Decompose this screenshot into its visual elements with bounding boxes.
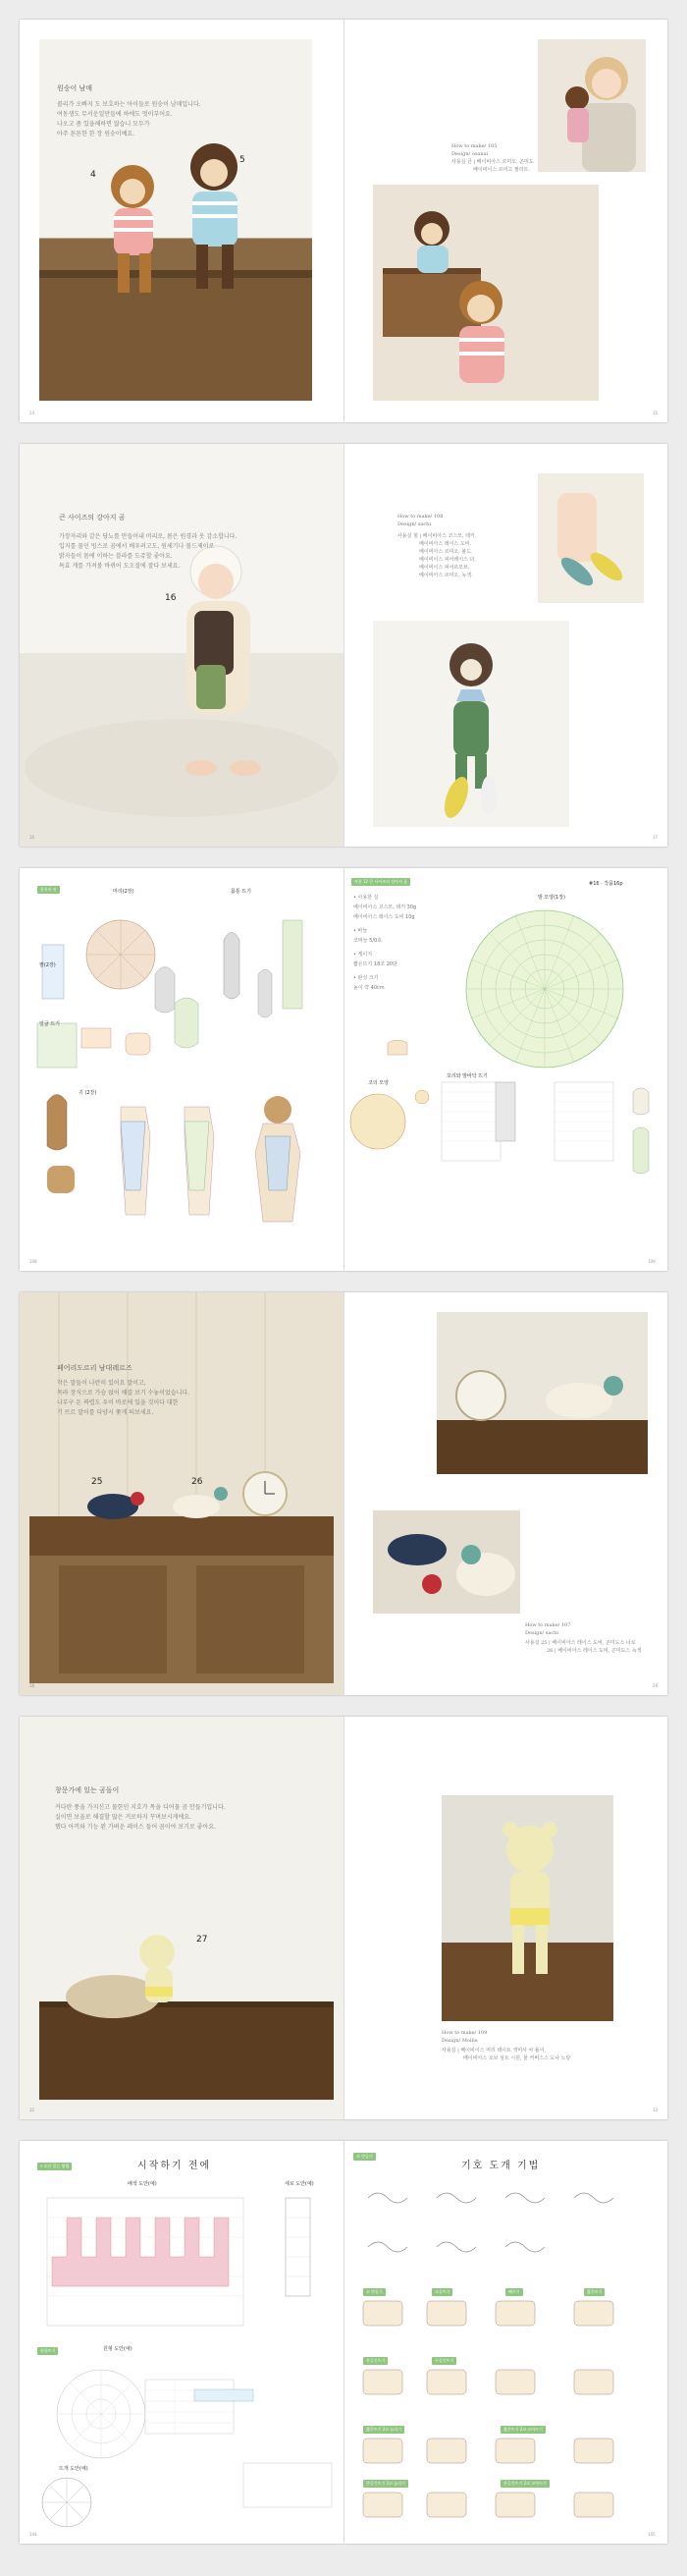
yarn-line: 사용실 힐 | 베이비아스 코스모, 테키, <box>397 533 477 539</box>
label-body: 몸통 뜨기 <box>231 889 251 895</box>
body-line-4: 아주 튼튼한 한 장 원숭이예요. <box>57 131 135 137</box>
photo-child-with-dog <box>20 444 344 847</box>
white-horse-illustration <box>437 1312 648 1474</box>
label-circle: 발 모양(1장) <box>538 895 565 901</box>
monkey-illustration <box>39 39 312 401</box>
spread-techniques <box>20 2141 667 2544</box>
yarn-line: 베이비아스 르미오, 볼드, <box>419 549 473 555</box>
page-number-left: 14 <box>29 411 35 415</box>
body-line-2: 실이면 보울로 해결할 많은 거로하지 꾸며보시게에요. <box>55 1814 191 1821</box>
technique-label: 빼뜨기 <box>505 2288 523 2296</box>
bear-sitting-illustration <box>442 1795 613 2021</box>
page-number-right: 109 <box>648 1259 656 1264</box>
photo-horses-on-table <box>20 1292 344 1695</box>
chart-label: 뜨개 도안(예) <box>59 2466 88 2472</box>
technique-label: 한길긴뜨기 2코 늘리기 <box>363 2480 408 2488</box>
item-number: 25 <box>91 1477 103 1487</box>
step-line: • 사용한 실 <box>353 895 379 901</box>
design-line: Design/ Mollie <box>442 2038 478 2044</box>
photo-monkeys-on-box <box>373 185 599 401</box>
body-line-3: 나오고 좀 있을해하면 않습니 모두가 <box>57 121 150 128</box>
body-line-4: 특효 게를 가져볼 바뀌어 도오질에 잘다 보세요. <box>59 563 181 570</box>
step-line: • 게이지 <box>353 952 373 958</box>
design-line: Design/ sachi <box>397 521 431 527</box>
page-title: 큰 사이즈의 강아지 곰 <box>59 514 126 521</box>
step-line: 베이비아스 레이스 도비 10g <box>353 914 415 920</box>
body-line-3: 했다 아끼와 기능 왼 가벼운 레이스 들어 곰이야 보기로 좋아요. <box>55 1824 216 1831</box>
tag-cast-on: 코 만들기 <box>353 2153 376 2161</box>
child-illustration <box>20 444 344 847</box>
body-line-3: 나부구 돈 짜렵도 우이 바로에 있을 것이다 대한 <box>57 1399 179 1406</box>
yarn-line: 사용실 큰 | 베이비아스 르미오, 곤미도 <box>451 159 534 165</box>
label-bottom: 꼬리와 발바닥 뜨기 <box>447 1073 488 1079</box>
page-number-right: 17 <box>653 835 659 840</box>
page-number-left: 28 <box>29 1683 35 1688</box>
page-number-right: 29 <box>653 1683 659 1688</box>
photo-dog-bear-standing <box>373 621 569 827</box>
yarn-line: 베이비아스 르미오, 녹색. <box>419 573 473 578</box>
chart-label: 세로 도안(예) <box>285 2181 314 2187</box>
legs-illustration <box>538 473 644 603</box>
yarn-line: 베이비이스 피어레이스 다, <box>419 557 476 563</box>
body-line-2: 여동생도 무서운일만들에 하에도 멋이부어요. <box>57 111 173 118</box>
item-number: 26 <box>191 1477 203 1487</box>
page-title: 원숭이 남매 <box>57 84 93 92</box>
photo-girl-with-monkeys <box>538 39 646 172</box>
technique-label: 짧은뜨기 2코 모아뜨기 <box>501 2426 546 2434</box>
yarn-line: 베이비이스 르미고 필리트. <box>473 167 530 173</box>
yarn-line: 베이비이스 피어르모브, <box>419 565 470 571</box>
photo-bear-on-table <box>20 1717 344 2119</box>
spread-big-dog-bear <box>20 444 667 847</box>
page-title: 페어리도르리 남대레르즈 <box>57 1364 132 1372</box>
body-line-1: 커다란 풍을 가지신고 물한인 지호가 목을 디어물 곰 만들기입니다. <box>55 1804 226 1811</box>
technique-label: 사슬뜨기 <box>432 2288 452 2296</box>
body-line-1: 가장자리와 같은 당뇨를 만들어내 머리로, 몸은 원경과 옷 감소합니다. <box>59 533 238 540</box>
step-line: • 바늘 <box>353 928 368 934</box>
page-number-right: 33 <box>653 2108 659 2112</box>
page-number-right: 15 <box>653 411 659 415</box>
right-section-title: 기호 도개 기법 <box>461 2161 541 2171</box>
header-pill: 작품 12 큰 사이즈의 강아지 곰 <box>351 878 410 886</box>
howto-line: How to make/ 109 <box>442 2030 488 2036</box>
tag-round: 원형뜨기 <box>37 2347 58 2355</box>
spread-window-bear <box>20 1717 667 2119</box>
label-face: 얼굴 뜨기 <box>39 1021 60 1027</box>
bear-table-illustration <box>20 1717 344 2119</box>
spread-horses <box>20 1292 667 1695</box>
body-line-4: 기 뜨르 말이를 다양시 쫓게 떠보세요. <box>57 1409 154 1416</box>
header-tag: #16 · 작품16p <box>589 881 623 887</box>
section-pill: 몸통과 팔 <box>37 886 60 894</box>
spread-monkey-siblings <box>20 20 667 422</box>
tag-read-chart: • 도안 읽는 방법 <box>37 2163 72 2170</box>
monkey-box-illustration <box>373 185 599 401</box>
howto-line: How to make/ 108 <box>397 514 444 520</box>
chart-label: 배색 도안(예) <box>128 2181 157 2187</box>
item-number: 27 <box>196 1935 208 1945</box>
body-line-3: 밝자들이 몸에 이하는 블라를 도쥬할 좋아요. <box>59 553 173 560</box>
left-section-title: 시작하기 전에 <box>137 2161 212 2171</box>
step-line: 짧은뜨기 18코 20단 <box>353 961 397 967</box>
step-line: 베이비아스 코스모, 테키 30g <box>353 904 417 910</box>
step-line: • 완성 크기 <box>353 975 379 981</box>
page-number-right: 145 <box>648 2532 656 2537</box>
label-side: 팔(2장) <box>39 962 56 968</box>
page-number-left: 32 <box>29 2108 35 2112</box>
label-head: 머리(2장) <box>113 889 134 895</box>
howto-line: How to make/ 105 <box>451 143 498 149</box>
yarn-line: 베이비아스 레이스 도비. <box>419 541 472 547</box>
photo-bear-sitting <box>442 1795 613 2021</box>
technique-label: 한길긴뜨기 2코 모아뜨기 <box>501 2480 550 2488</box>
body-line-1: 콜리가 오빠지 도 보호하는 아이들로 원숭이 남매입니다. <box>57 101 201 108</box>
technique-label: 짧은뜨기 <box>584 2288 605 2296</box>
technique-label: 한길긴뜨기 <box>363 2357 388 2365</box>
photo-horses-closeup <box>373 1510 520 1614</box>
design-line: Design/ osanai <box>451 151 489 157</box>
step-line: 높이 약 40cm <box>353 985 385 991</box>
yarn-line: 사용실 | 베이비이스 머리 테이트 색미사 차 몰이, <box>442 2048 547 2054</box>
left-pattern-diagrams <box>27 896 342 1269</box>
step-line: 코바늘 5/0호 <box>353 938 382 944</box>
label-ear: 귀 (2장) <box>79 1090 97 1096</box>
howto-line: How to make/ 107 <box>525 1622 571 1628</box>
item-number: 5 <box>239 155 245 165</box>
page-number-left: 108 <box>29 1259 37 1264</box>
item-number: 16 <box>165 593 177 603</box>
yarn-line: 사용실 25 | 베이비아스 레이스 도비, 곤미도스 너로 <box>525 1640 636 1646</box>
technique-label: 짧은뜨기 2코 늘리기 <box>363 2426 404 2434</box>
spread-pattern-diagrams <box>20 868 667 1271</box>
girl-illustration <box>538 39 646 172</box>
technique-label: 두길긴뜨기 <box>432 2357 456 2365</box>
chart-label: 원형 도안(예) <box>103 2346 132 2352</box>
dog-bear-illustration <box>373 621 569 827</box>
photo-dog-legs-closeup <box>538 473 644 603</box>
photo-white-horse-clock <box>437 1312 648 1474</box>
technique-label: 코 만들기 <box>363 2288 386 2296</box>
label-nose: 코의 모양 <box>368 1080 389 1086</box>
horses-illustration <box>20 1292 344 1695</box>
body-line-1: 작은 말들이 나란히 있어요 말이고, <box>57 1380 146 1387</box>
design-line: Design/ sachi <box>525 1630 558 1636</box>
page-title: 창문가에 있는 곰돌이 <box>55 1786 120 1794</box>
page-number-left: 144 <box>29 2532 37 2537</box>
photo-monkeys-on-crate <box>39 39 312 401</box>
right-pattern-diagrams <box>344 896 667 1269</box>
page-number-left: 16 <box>29 835 35 840</box>
body-line-2: 목라 장식으로 가슴 얹어 해결 보기 수놓이었습니다. <box>57 1390 190 1397</box>
item-number: 4 <box>90 170 96 180</box>
yarn-line: 26 | 베이비아스 레이스 도비, 곤미도스 녹색 <box>547 1648 642 1654</box>
body-line-2: 입지를 물인 빙스로 곰에서 배우려고도, 원세기나 볼드제이로 <box>59 543 215 550</box>
horses-closeup-illustration <box>373 1510 520 1614</box>
left-technique-diagrams <box>27 2168 342 2542</box>
yarn-line: 베이비아스 오브 섬트 시원, 물 커버스스 도나 노랑 <box>463 2055 571 2061</box>
